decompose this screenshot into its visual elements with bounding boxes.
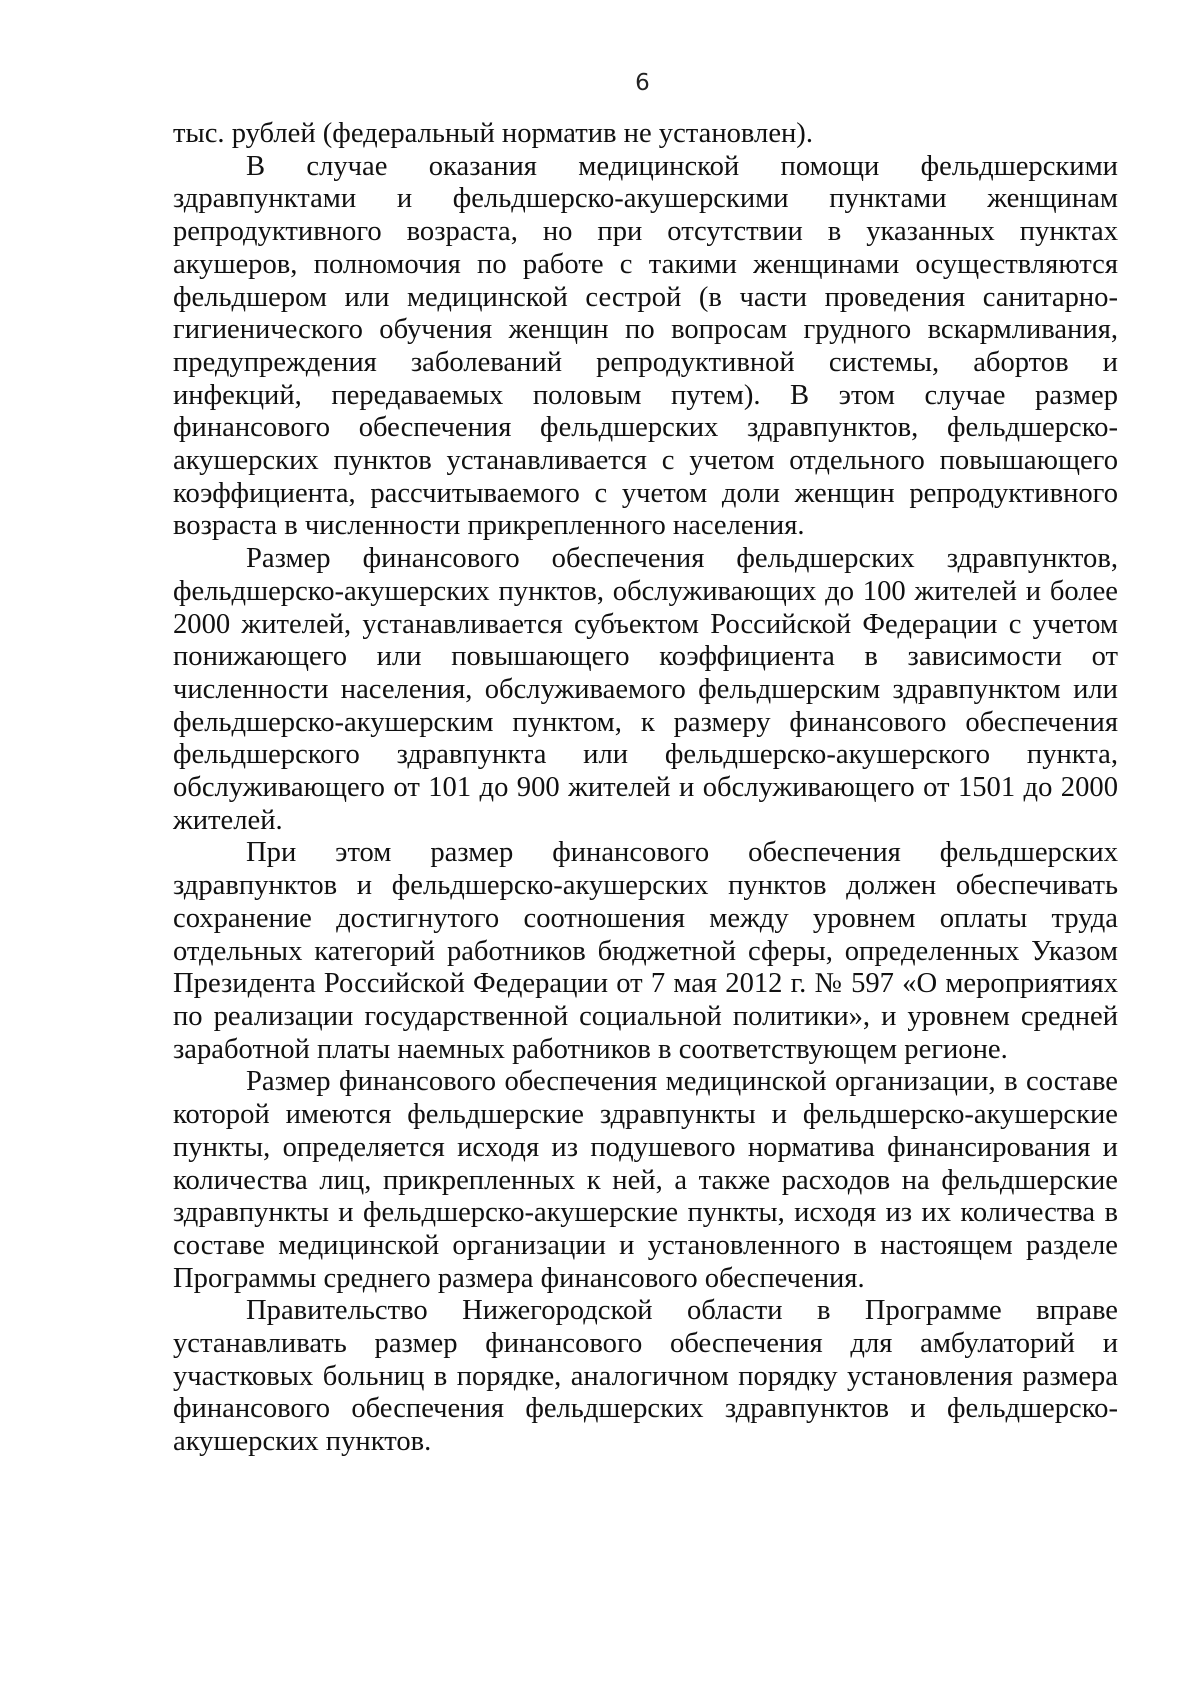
paragraph-continuation: тыс. рублей (федеральный норматив не установлен). bbox=[173, 118, 813, 149]
paragraph-population-coefficient: Размер финансового обеспечения фельдшерских здравпунктов, фельдшерско-акушерских пунктов, обслуживающих до 100 жителей и более 2000 жителей, устанавливается субъектом Российской Федерации с учетом понижающего или повышающего коэффициента в зависимости от численности населения, обслуживаемого фельдшерским здравпунктом или фельдшерско-акушерским пунктом, к размеру финансового обеспечения фельдшерского здравпункта или фельдшерско-акушерского пункта, обслуживающего от 101 до 900 жителей и обслуживающего от 1501 до 2000 жителей. bbox=[173, 543, 1118, 836]
paragraph-organization-funding: Размер финансового обеспечения медицинской организации, в составе которой имеются фельдшерские здравпункты и фельдшерско-акушерские пункты, определяется исходя из подушевого норматива финансирования и количества лиц, прикрепленных к ней, а также расходов на фельдшерские здравпункты и фельдшерско-акушерские пункты, исходя из их количества в составе медицинской организации и установленного в настоящем разделе Программы среднего размера финансового обеспечения. bbox=[173, 1066, 1118, 1294]
document-body bbox=[173, 118, 1118, 1459]
paragraph-government-rights: Правительство Нижегородской области в Программе вправе устанавливать размер финансового обеспечения для амбулаторий и участковых больниц в порядке, аналогичном порядку установления размера финансового обеспечения фельдшерских здравпунктов и фельдшерско-акушерских пунктов. bbox=[173, 1295, 1118, 1458]
page-number: 6 bbox=[635, 70, 650, 96]
paragraph-obstetric-care: В случае оказания медицинской помощи фельдшерскими здравпунктами и фельдшерско-акушерскими пунктами женщинам репродуктивного возраста, но при отсутствии в указанных пунктах акушеров, полномочия по работе с такими женщинами осуществляются фельдшером или медицинской сестрой (в части проведения санитарно-гигиенического обучения женщин по вопросам грудного вскармливания, предупреждения заболеваний репродуктивной системы, абортов и инфекций, передаваемых половым путем). В этом случае размер финансового обеспечения фельдшерских здравпунктов, фельдшерско-акушерских пунктов устанавливается с учетом отдельного повышающего коэффициента, рассчитываемого с учетом доли женщин репродуктивного возраста в численности прикрепленного населения. bbox=[173, 150, 1118, 542]
paragraph-salary-ratio: При этом размер финансового обеспечения фельдшерских здравпунктов и фельдшерско-акушерских пунктов должен обеспечивать сохранение достигнутого соотношения между уровнем оплаты труда отдельных категорий работников бюджетной сферы, определенных Указом Президента Российской Федерации от 7 мая 2012 г. № 597 «О мероприятиях по реализации государственной социальной политики», и уровнем средней заработной платы наемных работников в соответствующем регионе. bbox=[173, 837, 1118, 1065]
